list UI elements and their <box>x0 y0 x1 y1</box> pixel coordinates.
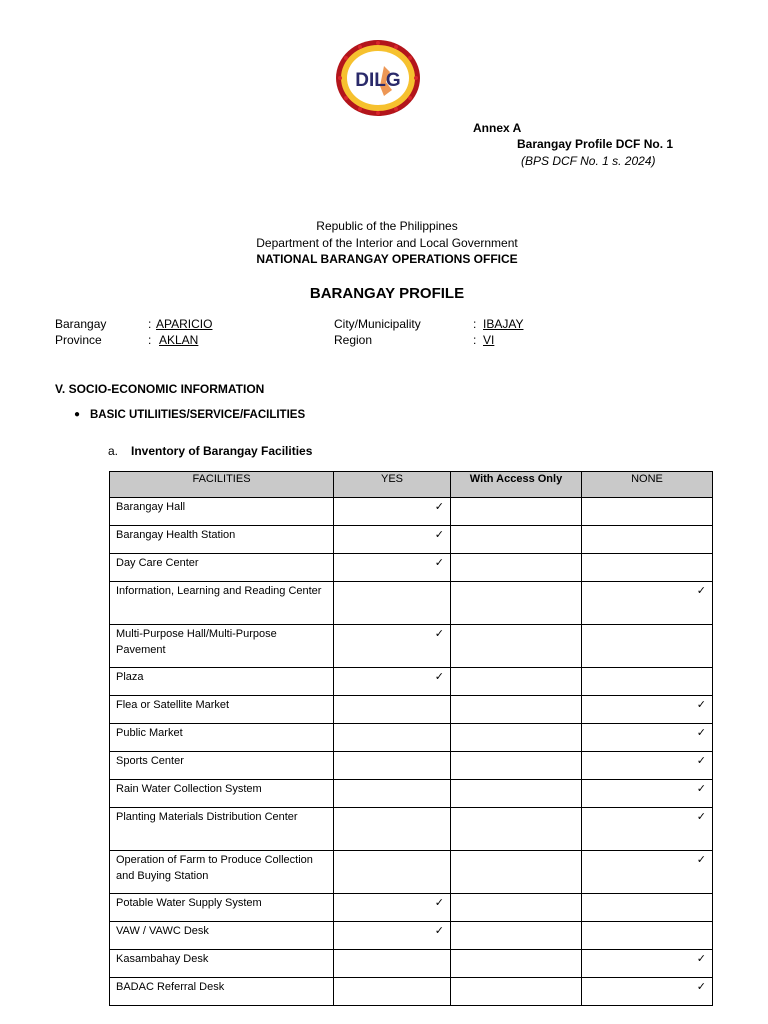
checkmark-icon: ✓ <box>434 671 444 683</box>
table-row <box>110 978 713 1006</box>
region-label: Region <box>334 333 373 347</box>
checkmark-icon: ✓ <box>696 953 706 965</box>
dcf-number: Barangay Profile DCF No. 1 <box>517 137 674 151</box>
table-row <box>110 808 713 851</box>
with-access-cell <box>451 625 582 668</box>
province-label: Province <box>55 333 102 347</box>
none-cell <box>582 851 713 894</box>
none-cell <box>582 696 713 724</box>
with-access-cell <box>451 696 582 724</box>
table-header-row <box>110 472 713 498</box>
facility-name: Public Market <box>110 724 334 752</box>
none-cell <box>582 752 713 780</box>
bullet-dot-icon: ● <box>74 409 81 420</box>
none-cell <box>582 922 713 950</box>
facility-name: Flea or Satellite Market <box>110 696 334 724</box>
table-row <box>110 724 713 752</box>
table-row <box>110 668 713 696</box>
yes-cell <box>334 668 451 696</box>
facility-name: Operation of Farm to Produce Collection and Buying Station <box>110 851 334 894</box>
checkmark-icon: ✓ <box>434 628 444 640</box>
table-row <box>110 894 713 922</box>
checkmark-icon: ✓ <box>434 897 444 909</box>
checkmark-icon: ✓ <box>434 557 444 569</box>
facilities-table <box>109 471 713 1006</box>
facility-name: Barangay Health Station <box>110 526 334 554</box>
checkmark-icon: ✓ <box>696 585 706 597</box>
facility-name: Planting Materials Distribution Center <box>110 808 334 851</box>
with-access-cell <box>451 668 582 696</box>
facility-name: Day Care Center <box>110 554 334 582</box>
yes-cell <box>334 808 451 851</box>
province-value: AKLAN <box>159 333 199 347</box>
none-cell <box>582 978 713 1006</box>
yes-cell <box>334 922 451 950</box>
checkmark-icon: ✓ <box>434 501 444 513</box>
city-value: IBAJAY <box>483 317 524 331</box>
checkmark-icon: ✓ <box>696 783 706 795</box>
table-row <box>110 498 713 526</box>
yes-cell <box>334 780 451 808</box>
facility-name: Potable Water Supply System <box>110 894 334 922</box>
yes-cell <box>334 582 451 625</box>
logo-text: DILG <box>355 70 401 91</box>
barangay-value: APARICIO <box>156 317 213 331</box>
yes-cell <box>334 554 451 582</box>
facility-name: Plaza <box>110 668 334 696</box>
yes-cell <box>334 526 451 554</box>
annex-label: Annex A <box>473 121 522 135</box>
yes-cell <box>334 752 451 780</box>
section-heading: V. SOCIO-ECONOMIC INFORMATION <box>55 382 265 396</box>
facility-name: Rain Water Collection System <box>110 780 334 808</box>
checkmark-icon: ✓ <box>696 727 706 739</box>
facilities-table-body <box>110 498 713 1006</box>
none-cell <box>582 808 713 851</box>
table-row <box>110 752 713 780</box>
yes-cell <box>334 978 451 1006</box>
facility-name: Multi-Purpose Hall/Multi-Purpose Pavement <box>110 625 334 668</box>
with-access-cell <box>451 950 582 978</box>
yes-cell <box>334 696 451 724</box>
with-access-cell <box>451 498 582 526</box>
yes-cell <box>334 724 451 752</box>
table-row <box>110 554 713 582</box>
none-cell <box>582 554 713 582</box>
yes-cell <box>334 950 451 978</box>
table-row <box>110 950 713 978</box>
table-row <box>110 922 713 950</box>
bullet-heading: BASIC UTILIITIES/SERVICE/FACILITIES <box>90 409 306 421</box>
with-access-cell <box>451 582 582 625</box>
header-yes: YES <box>334 472 451 498</box>
region-colon: : <box>473 333 477 347</box>
with-access-cell <box>451 752 582 780</box>
checkmark-icon: ✓ <box>696 854 706 866</box>
region-value: VI <box>483 333 495 347</box>
none-cell <box>582 625 713 668</box>
none-cell <box>582 498 713 526</box>
checkmark-icon: ✓ <box>696 699 706 711</box>
republic-line: Republic of the Philippines <box>316 219 458 233</box>
facility-name: Barangay Hall <box>110 498 334 526</box>
with-access-cell <box>451 851 582 894</box>
dilg-seal-logo <box>334 38 422 118</box>
yes-cell <box>334 625 451 668</box>
with-access-cell <box>451 978 582 1006</box>
header-with-access: With Access Only <box>451 472 582 498</box>
none-cell <box>582 780 713 808</box>
none-cell <box>582 950 713 978</box>
office-line: NATIONAL BARANGAY OPERATIONS OFFICE <box>256 252 518 266</box>
barangay-label: Barangay <box>55 317 107 331</box>
header-facilities: FACILITIES <box>110 472 334 498</box>
with-access-cell <box>451 808 582 851</box>
checkmark-icon: ✓ <box>434 529 444 541</box>
none-cell <box>582 526 713 554</box>
facility-name: VAW / VAWC Desk <box>110 922 334 950</box>
table-row <box>110 696 713 724</box>
none-cell <box>582 894 713 922</box>
department-line: Department of the Interior and Local Government <box>256 236 518 250</box>
none-cell <box>582 582 713 625</box>
checkmark-icon: ✓ <box>696 811 706 823</box>
yes-cell <box>334 851 451 894</box>
with-access-cell <box>451 922 582 950</box>
yes-cell <box>334 498 451 526</box>
table-row <box>110 851 713 894</box>
header-none: NONE <box>582 472 713 498</box>
checkmark-icon: ✓ <box>434 925 444 937</box>
sub-title: Inventory of Barangay Facilities <box>131 444 313 458</box>
facility-name: BADAC Referral Desk <box>110 978 334 1006</box>
province-colon: : <box>148 333 152 347</box>
none-cell <box>582 668 713 696</box>
barangay-colon: : <box>148 317 152 331</box>
sub-letter: a. <box>108 444 119 458</box>
with-access-cell <box>451 526 582 554</box>
with-access-cell <box>451 780 582 808</box>
facility-name: Kasambahay Desk <box>110 950 334 978</box>
with-access-cell <box>451 724 582 752</box>
bps-number: (BPS DCF No. 1 s. 2024) <box>521 154 656 168</box>
city-label: City/Municipality <box>334 317 421 331</box>
facility-name: Sports Center <box>110 752 334 780</box>
checkmark-icon: ✓ <box>696 981 706 993</box>
city-colon: : <box>473 317 477 331</box>
facility-name: Information, Learning and Reading Center <box>110 582 334 625</box>
none-cell <box>582 724 713 752</box>
yes-cell <box>334 894 451 922</box>
table-row <box>110 582 713 625</box>
with-access-cell <box>451 554 582 582</box>
checkmark-icon: ✓ <box>696 755 706 767</box>
table-row <box>110 625 713 668</box>
table-row <box>110 526 713 554</box>
table-row <box>110 780 713 808</box>
with-access-cell <box>451 894 582 922</box>
page-title: BARANGAY PROFILE <box>309 285 465 302</box>
